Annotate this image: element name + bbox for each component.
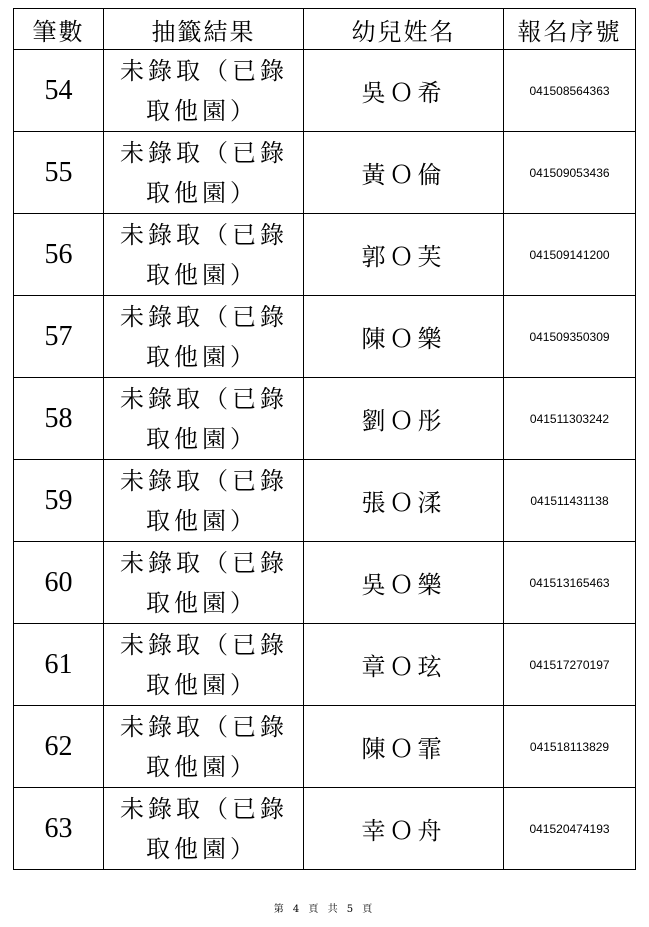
row-result-line2: 取他園） (146, 342, 258, 371)
row-result-line1: 未錄取（已錄 (120, 220, 288, 249)
row-child-name: 章Ｏ玹 (304, 624, 504, 706)
row-serial: 041511303242 (504, 378, 636, 460)
row-result (104, 706, 304, 788)
row-result-line2: 取他園） (146, 588, 258, 617)
page-number-footer: 第 4 頁 共 5 頁 (273, 904, 376, 915)
row-result (104, 624, 304, 706)
results-table (13, 8, 636, 870)
header-row (14, 9, 636, 50)
table-row (14, 50, 636, 132)
row-result-line1: 未錄取（已錄 (120, 302, 288, 331)
row-count: 63 (14, 788, 104, 870)
row-result-line2: 取他園） (146, 178, 258, 207)
row-serial: 041517270197 (504, 624, 636, 706)
row-count: 62 (14, 706, 104, 788)
row-serial: 041513165463 (504, 542, 636, 624)
row-child-name: 郭Ｏ芙 (304, 214, 504, 296)
row-child-name: 吳Ｏ樂 (304, 542, 504, 624)
row-result (104, 788, 304, 870)
row-result-line2: 取他園） (146, 96, 258, 125)
row-result-line1: 未錄取（已錄 (120, 794, 288, 823)
table-row (14, 214, 636, 296)
row-result (104, 542, 304, 624)
header-child-name: 幼兒姓名 (304, 9, 504, 50)
table-row (14, 460, 636, 542)
row-result-line1: 未錄取（已錄 (120, 712, 288, 741)
row-result (104, 214, 304, 296)
table-row (14, 624, 636, 706)
row-result-line2: 取他園） (146, 752, 258, 781)
row-result (104, 378, 304, 460)
row-count: 61 (14, 624, 104, 706)
row-count: 56 (14, 214, 104, 296)
row-result-line2: 取他園） (146, 670, 258, 699)
header-count: 筆數 (14, 9, 104, 50)
row-result-line2: 取他園） (146, 834, 258, 863)
row-result (104, 132, 304, 214)
row-count: 57 (14, 296, 104, 378)
row-serial: 041508564363 (504, 50, 636, 132)
row-child-name: 黃Ｏ倫 (304, 132, 504, 214)
row-result-line2: 取他園） (146, 424, 258, 453)
row-count: 58 (14, 378, 104, 460)
row-child-name: 吳Ｏ希 (304, 50, 504, 132)
row-result (104, 296, 304, 378)
row-result-line2: 取他園） (146, 260, 258, 289)
row-count: 54 (14, 50, 104, 132)
row-result-line1: 未錄取（已錄 (120, 466, 288, 495)
row-serial: 041509053436 (504, 132, 636, 214)
row-child-name: 張Ｏ渘 (304, 460, 504, 542)
row-child-name: 劉Ｏ彤 (304, 378, 504, 460)
row-result-line2: 取他園） (146, 506, 258, 535)
row-result-line1: 未錄取（已錄 (120, 138, 288, 167)
row-serial: 041520474193 (504, 788, 636, 870)
row-count: 60 (14, 542, 104, 624)
row-result-line1: 未錄取（已錄 (120, 56, 288, 85)
row-child-name: 陳Ｏ霏 (304, 706, 504, 788)
row-result-line1: 未錄取（已錄 (120, 548, 288, 577)
row-serial: 041511431138 (504, 460, 636, 542)
row-child-name: 幸Ｏ舟 (304, 788, 504, 870)
table-row (14, 788, 636, 870)
row-result (104, 50, 304, 132)
table-body (14, 50, 636, 870)
table-row (14, 706, 636, 788)
table-row (14, 378, 636, 460)
row-result (104, 460, 304, 542)
row-serial: 041509141200 (504, 214, 636, 296)
header-result: 抽籤結果 (104, 9, 304, 50)
row-serial: 041509350309 (504, 296, 636, 378)
row-count: 59 (14, 460, 104, 542)
row-count: 55 (14, 132, 104, 214)
row-serial: 041518113829 (504, 706, 636, 788)
table-row (14, 132, 636, 214)
row-result-line1: 未錄取（已錄 (120, 630, 288, 659)
header-serial: 報名序號 (504, 9, 636, 50)
table-row (14, 542, 636, 624)
row-child-name: 陳Ｏ樂 (304, 296, 504, 378)
table-row (14, 296, 636, 378)
row-result-line1: 未錄取（已錄 (120, 384, 288, 413)
